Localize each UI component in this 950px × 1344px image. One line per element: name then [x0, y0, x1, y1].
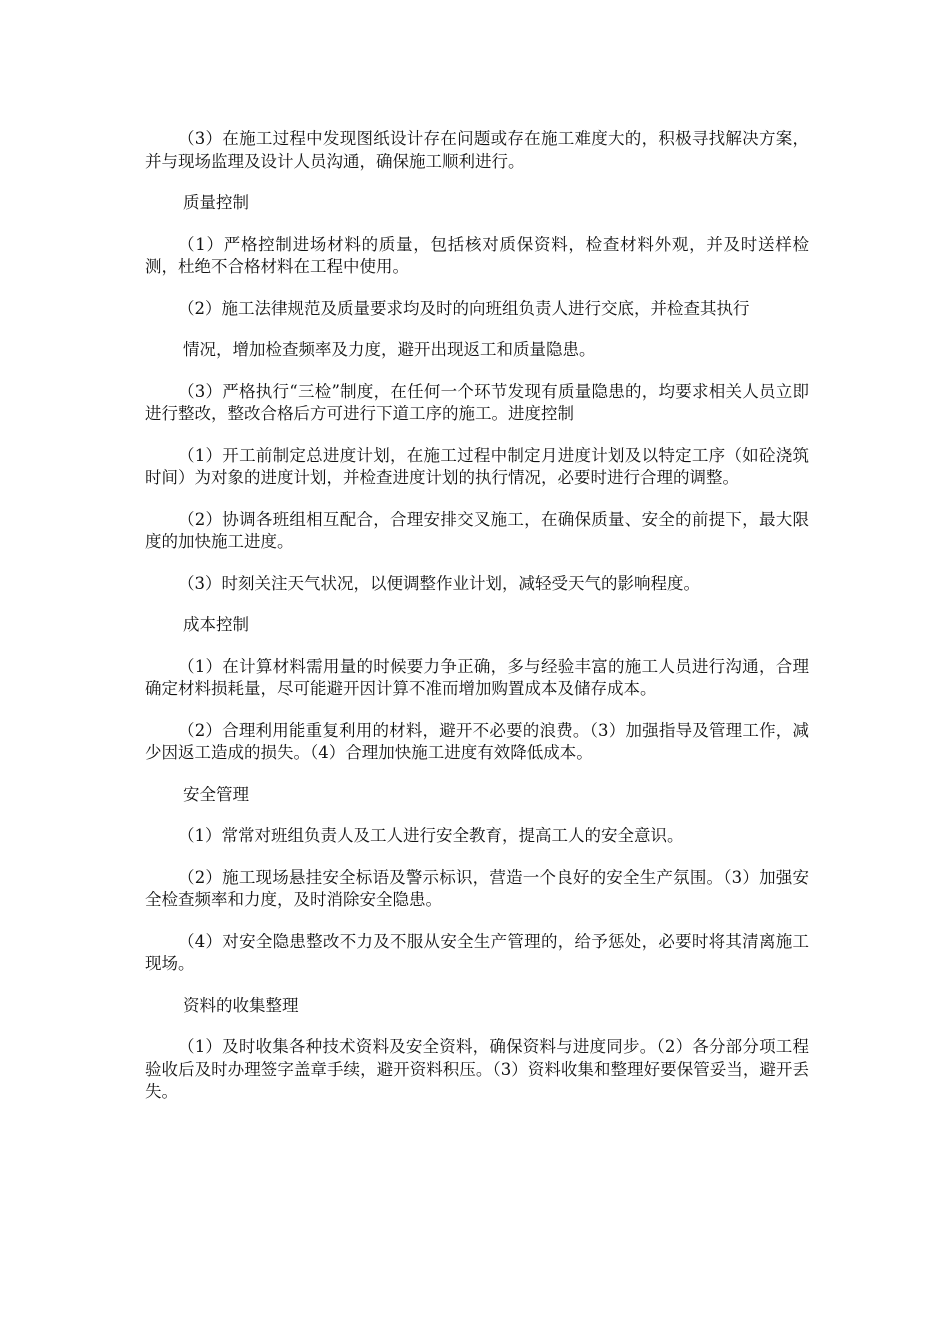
paragraph: （2）协调各班组相互配合，合理安排交叉施工，在确保质量、安全的前提下，最大限度的加快施工进度。 [145, 509, 809, 551]
paragraph: （2）施工法律规范及质量要求均及时的向班组负责人进行交底，并检查其执行 [178, 298, 750, 318]
document-body [145, 128, 809, 1123]
paragraph-continuation: 情况，增加检查频率及力度，避开出现返工和质量隐患。 [183, 340, 596, 359]
paragraph: （4）对安全隐患整改不力及不服从安全生产管理的，给予惩处，必要时将其清离施工现场。 [145, 931, 809, 973]
paragraph: （2）施工现场悬挂安全标语及警示标识，营造一个良好的安全生产氛围。（3）加强安全检查频率和力度，及时消除安全隐患。 [145, 867, 809, 909]
paragraph: （1）开工前制定总进度计划，在施工过程中制定月进度计划及以特定工序（如砼浇筑时间）为对象的进度计划，并检查进度计划的执行情况，必要时进行合理的调整。 [145, 445, 809, 487]
paragraph: （2）合理利用能重复利用的材料，避开不必要的浪费。（3）加强指导及管理工作，减少因返工造成的损失。（4）合理加快施工进度有效降低成本。 [145, 720, 809, 762]
paragraph: （1）及时收集各种技术资料及安全资料，确保资料与进度同步。（2）各分部分项工程验收后及时办理签字盖章手续，避开资料积压。（3）资料收集和整理好要保管妥当，避开丢失。 [145, 1037, 809, 1101]
paragraph: （3）在施工过程中发现图纸设计存在问题或存在施工难度大的，积极寻找解决方案，并与现场监理及设计人员沟通，确保施工顺利进行。 [145, 129, 809, 171]
section-heading-cost-control: 成本控制 [183, 615, 249, 634]
paragraph: （3）严格执行“三检”制度，在任何一个环节发现有质量隐患的，均要求相关人员立即进行整改，整改合格后方可进行下道工序的施工。进度控制 [145, 381, 809, 423]
section-heading-quality-control: 质量控制 [183, 193, 249, 212]
paragraph: （1）常常对班组负责人及工人进行安全教育，提高工人的安全意识。 [178, 826, 684, 845]
section-heading-document-collection: 资料的收集整理 [183, 995, 299, 1015]
paragraph: （1）在计算材料需用量的时候要力争正确，多与经验丰富的施工人员进行沟通，合理确定材料损耗量，尽可能避开因计算不准而增加购置成本及储存成本。 [145, 656, 809, 698]
section-heading-safety-management: 安全管理 [183, 784, 249, 804]
paragraph: （3）时刻关注天气状况，以便调整作业计划，减轻受天气的影响程度。 [178, 573, 700, 593]
paragraph: （1）严格控制进场材料的质量，包括核对质保资料，检查材料外观，并及时送样检测，杜绝不合格材料在工程中使用。 [145, 234, 809, 276]
